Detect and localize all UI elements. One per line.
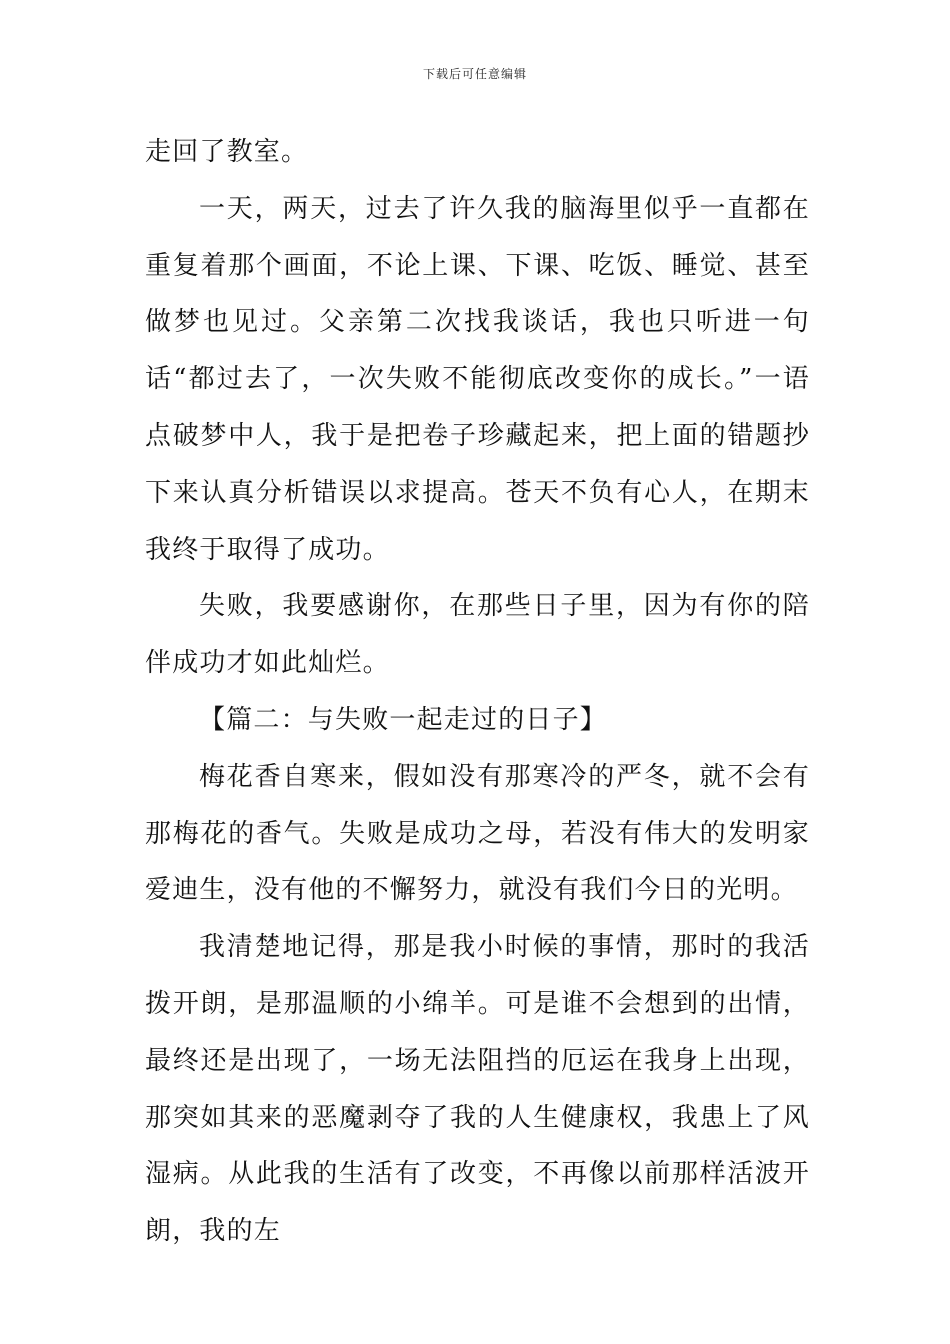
paragraph-1: 走回了教室。 <box>145 137 309 167</box>
paragraph-4: 梅花香自寒来，假如没有那寒冷的严冬，就不会有那梅花的香气。失败是成功之母，若没有伟大的发明家爱迪生，没有他的不懈努力，就没有我们今日的光明。 <box>145 761 810 906</box>
page-header: 下载后可任意编辑 <box>422 67 527 81</box>
paragraph-3: 失败，我要感谢你，在那些日子里，因为有你的陪伴成功才如此灿烂。 <box>145 591 810 679</box>
paragraph-2: 一天，两天，过去了许久我的脑海里似乎一直都在重复着那个画面，不论上课、下课、吃饭、睡觉、甚至做梦也见过。父亲第二次找我谈话，我也只听进一句话“都过去了，一次失败不能彻底改变你的成长。”一语点破梦中人，我于是把卷子珍藏起来，把上面的错题抄下来认真分析错误以求提高。苍天不负有心人，在期末我终于取得了成功。 <box>145 193 810 565</box>
paragraph-5: 我清楚地记得，那是我小时候的事情，那时的我活拨开朗，是那温顺的小绵羊。可是谁不会想到的出情，最终还是出现了，一场无法阻挡的厄运在我身上出现，那突如其来的恶魔剥夺了我的人生健康权，我患上了风湿病。从此我的生活有了改变，不再像以前那样活波开朗，我的左 <box>145 932 810 1247</box>
document-body <box>145 124 810 1260</box>
section-heading: 【篇二：与失败一起走过的日子】 <box>199 704 608 735</box>
